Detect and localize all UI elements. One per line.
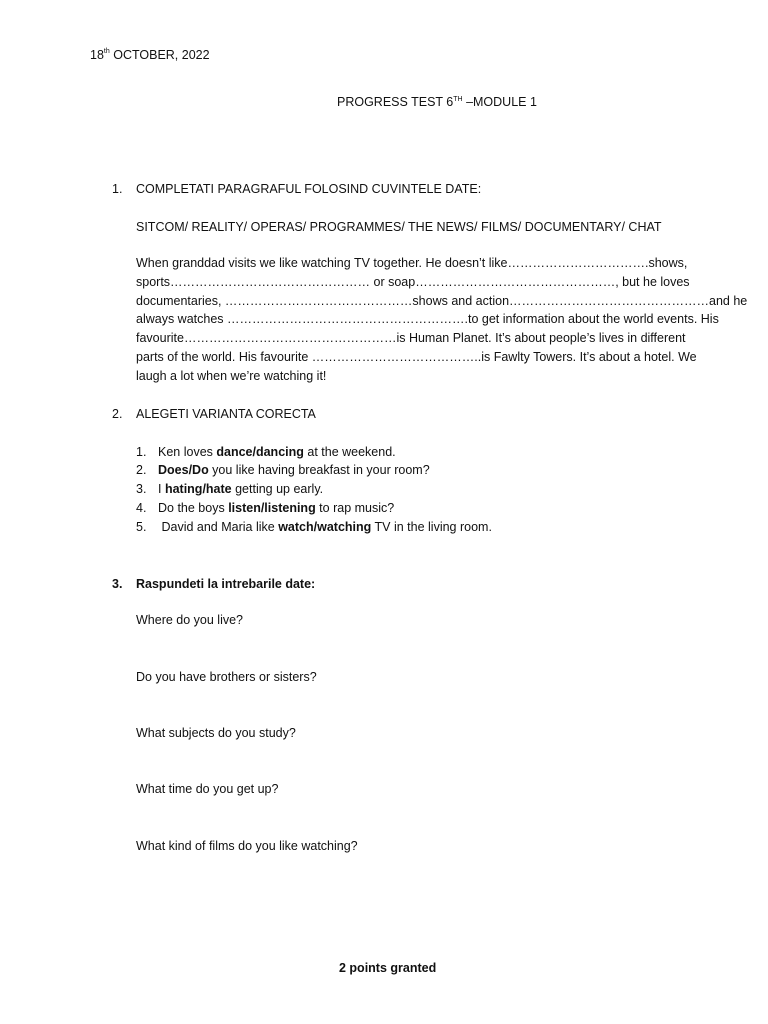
list-item: 3. I hating/hate getting up early.: [136, 482, 324, 496]
section-2-number: 2.: [112, 407, 123, 421]
question: What subjects do you study?: [136, 726, 296, 740]
paragraph-line: When granddad visits we like watching TV together. He doesn’t like…………………………….shows,: [136, 256, 688, 270]
paragraph-line: parts of the world. His favourite …………………………………..is Fawlty Towers. It’s about a hotel. We: [136, 349, 697, 364]
paragraph-line: favourite……………………………………………is Human Planet. It’s about people’s lives in different: [136, 331, 686, 346]
points-note: 2 points granted: [339, 961, 437, 975]
test-date: 18th OCTOBER, 2022: [90, 47, 210, 62]
question: Where do you live?: [136, 613, 244, 627]
paragraph-line: always watches ………………………………………………….to get information about the world events. His: [136, 312, 719, 327]
word-bank: SITCOM/ REALITY/ OPERAS/ PROGRAMMES/ THE NEWS/ FILMS/ DOCUMENTARY/ CHAT: [136, 220, 662, 234]
list-item: 5. David and Maria like watch/watching TV in the living room.: [136, 520, 492, 534]
list-item: 1. Ken loves dance/dancing at the weekend.: [136, 445, 396, 459]
paragraph-line: documentaries, ………………………………………shows and action…………………………………………and he: [136, 293, 748, 308]
section-1-heading: COMPLETATI PARAGRAFUL FOLOSIND CUVINTELE DATE:: [136, 182, 482, 196]
section-3-heading: Raspundeti la intrebarile date:: [136, 577, 316, 591]
page-title: PROGRESS TEST 6TH –MODULE 1: [337, 95, 537, 109]
list-item: 2. Does/Do you like having breakfast in your room?: [136, 463, 430, 477]
section-3-number: 3.: [112, 577, 123, 591]
question: Do you have brothers or sisters?: [136, 670, 317, 684]
list-item: 4. Do the boys listen/listening to rap music?: [136, 501, 395, 515]
section-1-number: 1.: [112, 182, 123, 196]
section-2-heading: ALEGETI VARIANTA CORECTA: [136, 407, 316, 421]
paragraph-line: sports………………………………………… or soap…………………………………………, but he loves: [136, 274, 690, 289]
paragraph-line: laugh a lot when we’re watching it!: [136, 368, 327, 383]
fill-in-paragraph: [136, 254, 748, 386]
question: What time do you get up?: [136, 782, 279, 796]
question: What kind of films do you like watching?: [136, 839, 358, 853]
